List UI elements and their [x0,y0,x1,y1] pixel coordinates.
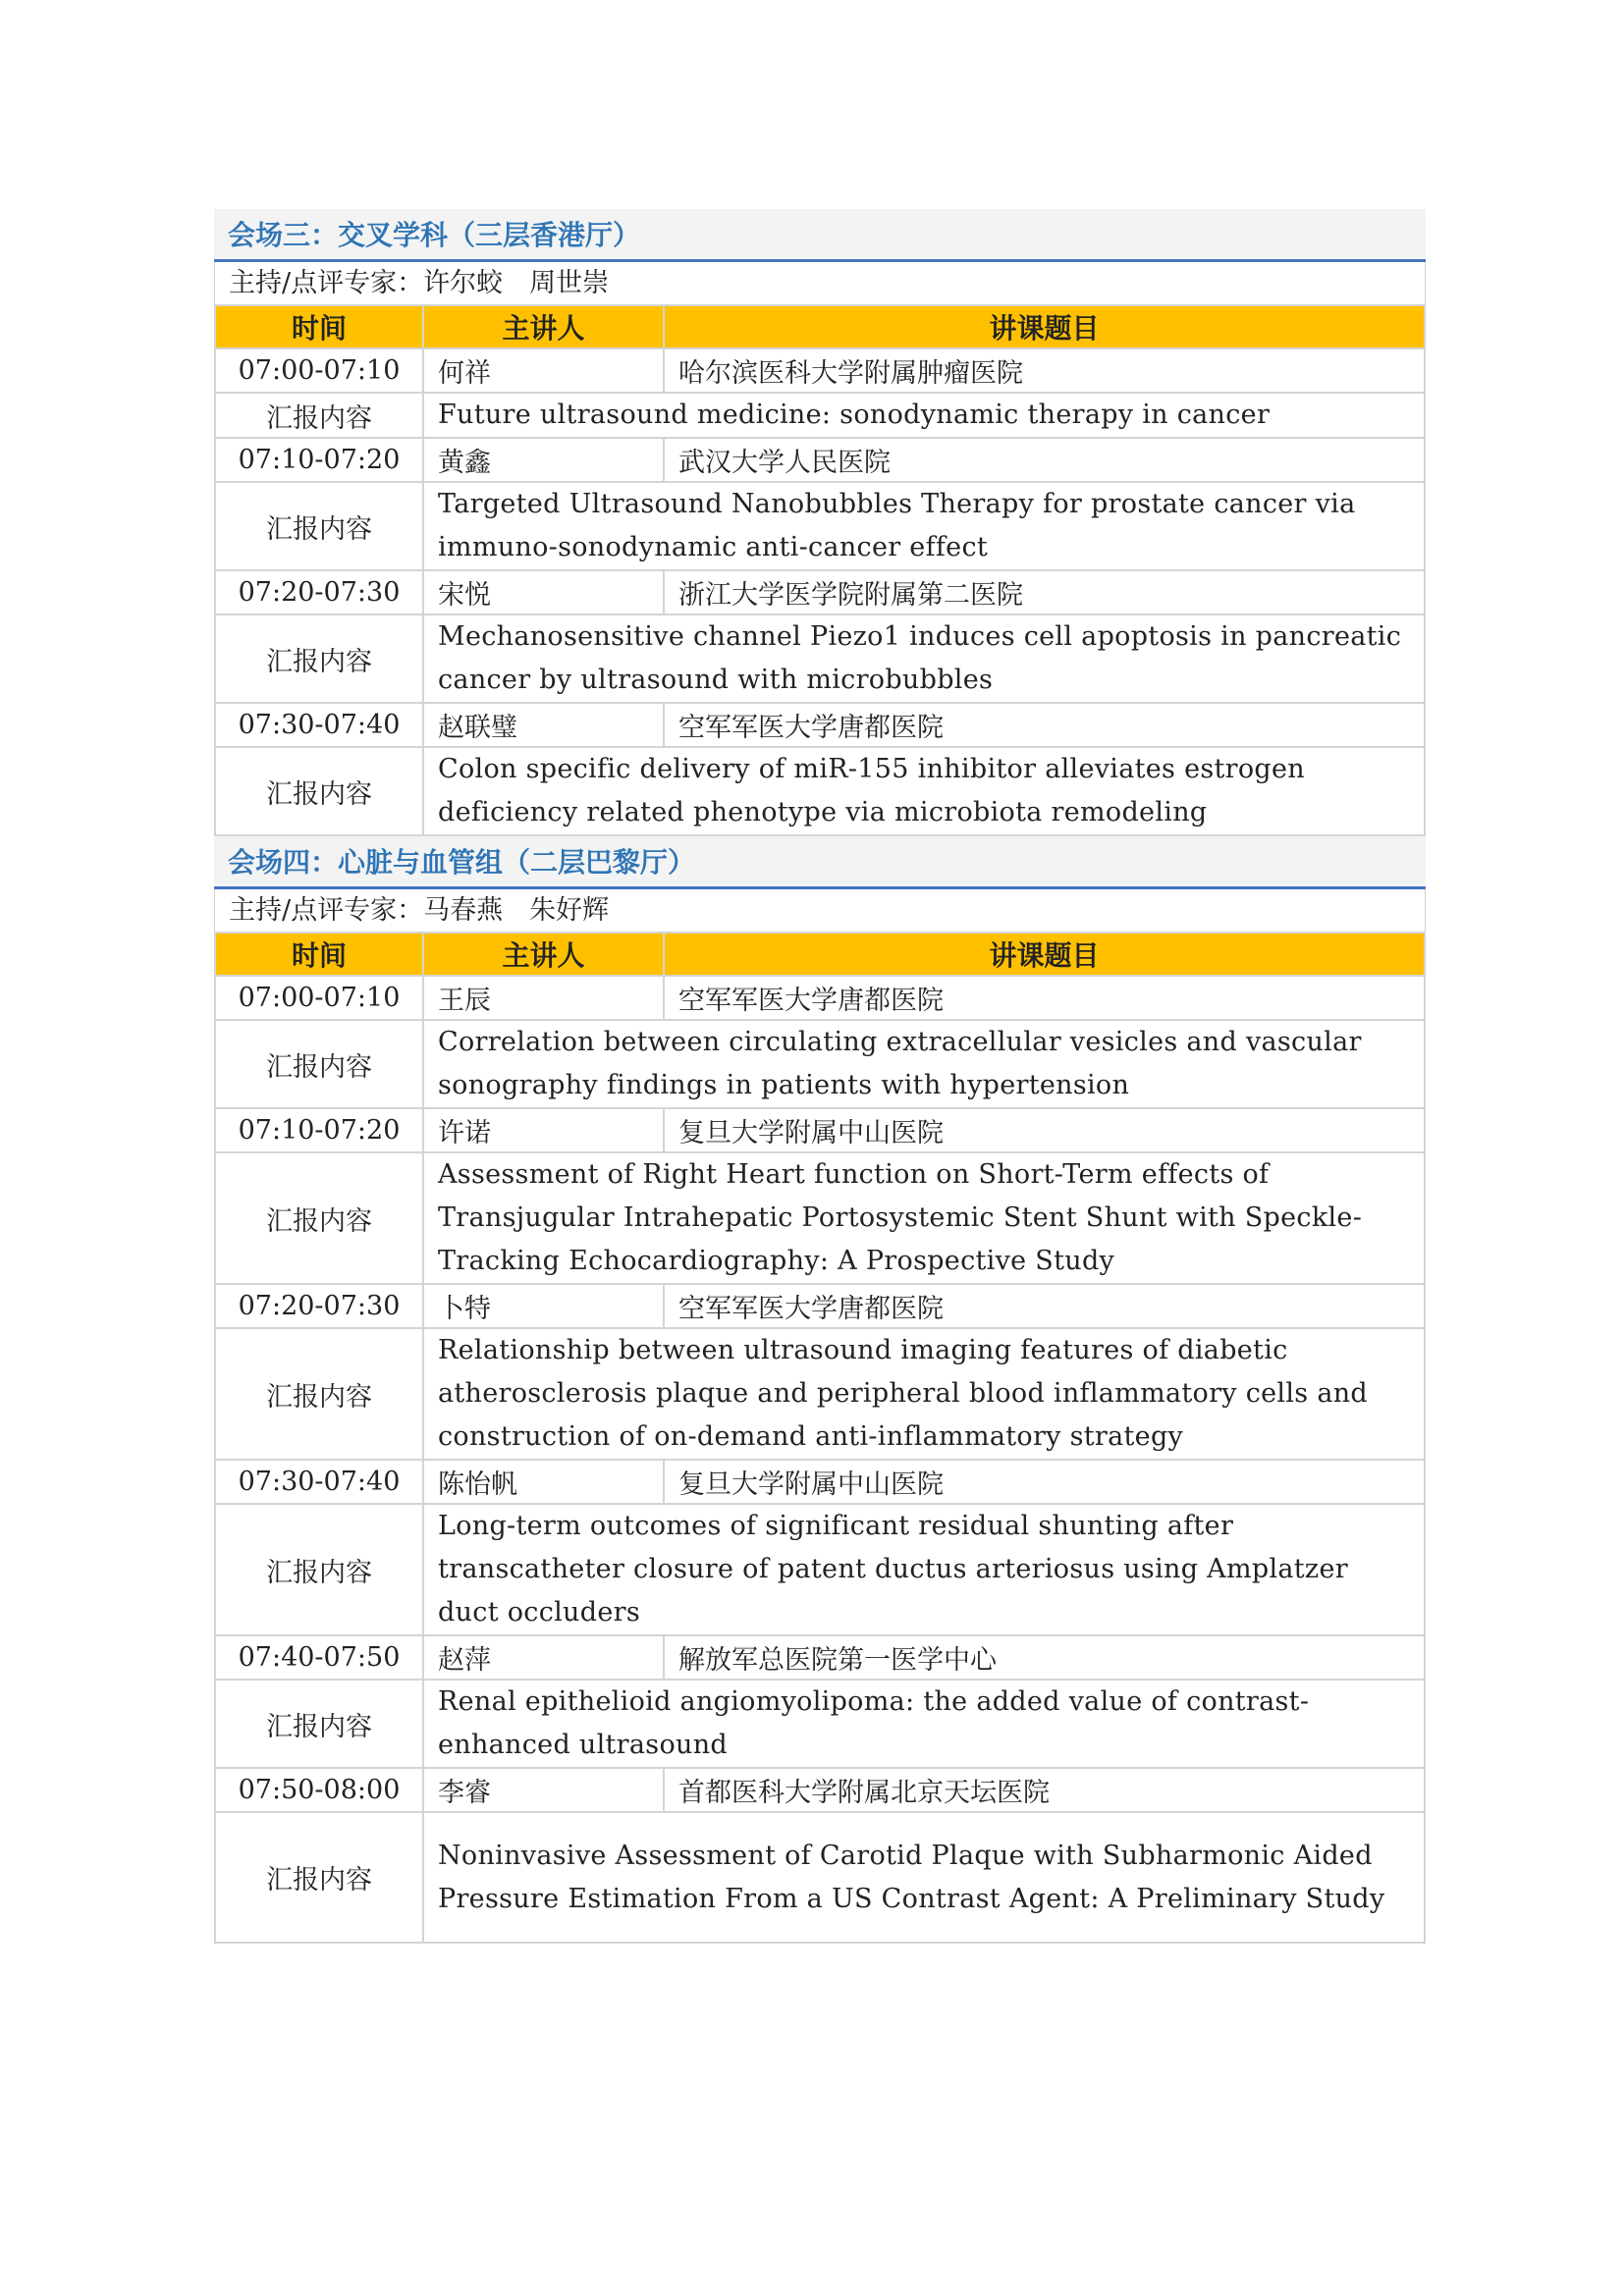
report-label: 汇报内容 [215,747,423,835]
table-header-row [215,305,1425,348]
report-label: 汇报内容 [215,482,423,570]
header-topic: 讲课题目 [664,305,1425,348]
report-label: 汇报内容 [215,393,423,438]
talk-time: 07:00-07:10 [215,976,423,1020]
talk-row [215,976,1425,1020]
report-label: 汇报内容 [215,614,423,703]
report-row [215,1680,1425,1768]
report-row [215,1812,1425,1943]
talk-time: 07:50-08:00 [215,1768,423,1812]
talk-row [215,1108,1425,1152]
session-title: 会场四：心脏与血管组（二层巴黎厅） [214,836,1426,889]
session-4 [214,836,1426,1944]
talk-institution: 武汉大学人民医院 [664,438,1425,482]
report-label: 汇报内容 [215,1680,423,1768]
talk-time: 07:10-07:20 [215,438,423,482]
header-topic: 讲课题目 [664,933,1425,976]
talk-speaker: 许诺 [423,1108,664,1152]
talk-speaker: 何祥 [423,348,664,393]
session-host: 主持/点评专家：马春燕 朱好辉 [214,889,1426,932]
talk-row [215,703,1425,747]
talk-time: 07:00-07:10 [215,348,423,393]
report-content: Colon specific delivery of miR-155 inhibitor alleviates estrogen deficiency related phenotype via microbiota remodeling [423,747,1425,835]
session-title: 会场三：交叉学科（三层香港厅） [214,209,1426,262]
report-row [215,1328,1425,1460]
talk-row [215,438,1425,482]
talk-institution: 空军军医大学唐都医院 [664,976,1425,1020]
talk-institution: 空军军医大学唐都医院 [664,703,1425,747]
report-label: 汇报内容 [215,1152,423,1284]
talk-time: 07:30-07:40 [215,1460,423,1504]
talk-time: 07:30-07:40 [215,703,423,747]
talk-institution: 解放军总医院第一医学中心 [664,1635,1425,1680]
report-row [215,1504,1425,1635]
report-content: Long-term outcomes of significant residual shunting after transcatheter closure of patent ductus arteriosus using Amplatzer duct occluders [423,1504,1425,1635]
talk-speaker: 黄鑫 [423,438,664,482]
talk-time: 07:40-07:50 [215,1635,423,1680]
talk-time: 07:20-07:30 [215,1284,423,1328]
report-content: Targeted Ultrasound Nanobubbles Therapy for prostate cancer via immuno-sonodynamic anti-cancer effect [423,482,1425,570]
talk-speaker: 宋悦 [423,570,664,614]
talk-institution: 哈尔滨医科大学附属肿瘤医院 [664,348,1425,393]
report-label: 汇报内容 [215,1020,423,1108]
session-host: 主持/点评专家：许尔蛟 周世崇 [214,262,1426,304]
talk-speaker: 赵联璧 [423,703,664,747]
report-content: Mechanosensitive channel Piezo1 induces cell apoptosis in pancreatic cancer by ultrasound with microbubbles [423,614,1425,703]
agenda-document [214,209,1426,1944]
table-header-row [215,933,1425,976]
talk-row [215,570,1425,614]
talk-speaker: 赵萍 [423,1635,664,1680]
header-time: 时间 [215,933,423,976]
talk-time: 07:10-07:20 [215,1108,423,1152]
talk-speaker: 陈怡帆 [423,1460,664,1504]
schedule-table [214,932,1426,1944]
report-content: Correlation between circulating extracellular vesicles and vascular sonography findings in patients with hypertension [423,1020,1425,1108]
report-row [215,482,1425,570]
report-content: Noninvasive Assessment of Carotid Plaque with Subharmonic Aided Pressure Estimation From a US Contrast Agent: A Preliminary Study [423,1812,1425,1943]
report-content: Relationship between ultrasound imaging features of diabetic atherosclerosis plaque and peripheral blood inflammatory cells and construction of on-demand anti-inflammatory strategy [423,1328,1425,1460]
session-3 [214,209,1426,836]
talk-row [215,1460,1425,1504]
talk-institution: 复旦大学附属中山医院 [664,1108,1425,1152]
talk-institution: 复旦大学附属中山医院 [664,1460,1425,1504]
report-row [215,393,1425,438]
talk-row [215,348,1425,393]
talk-speaker: 王辰 [423,976,664,1020]
report-label: 汇报内容 [215,1812,423,1943]
talk-speaker: 李睿 [423,1768,664,1812]
report-row [215,747,1425,835]
report-content: Future ultrasound medicine: sonodynamic therapy in cancer [423,393,1425,438]
talk-time: 07:20-07:30 [215,570,423,614]
report-row [215,1152,1425,1284]
report-label: 汇报内容 [215,1328,423,1460]
header-speaker: 主讲人 [423,933,664,976]
talk-row [215,1635,1425,1680]
header-speaker: 主讲人 [423,305,664,348]
report-row [215,1020,1425,1108]
schedule-table [214,304,1426,836]
report-row [215,614,1425,703]
report-content: Assessment of Right Heart function on Short-Term effects of Transjugular Intrahepatic Portosystemic Stent Shunt with Speckle-Tracking Echocardiography: A Prospective Study [423,1152,1425,1284]
talk-speaker: 卜特 [423,1284,664,1328]
talk-row [215,1768,1425,1812]
report-label: 汇报内容 [215,1504,423,1635]
talk-institution: 浙江大学医学院附属第二医院 [664,570,1425,614]
talk-institution: 空军军医大学唐都医院 [664,1284,1425,1328]
talk-institution: 首都医科大学附属北京天坛医院 [664,1768,1425,1812]
header-time: 时间 [215,305,423,348]
talk-row [215,1284,1425,1328]
report-content: Renal epithelioid angiomyolipoma: the added value of contrast-enhanced ultrasound [423,1680,1425,1768]
